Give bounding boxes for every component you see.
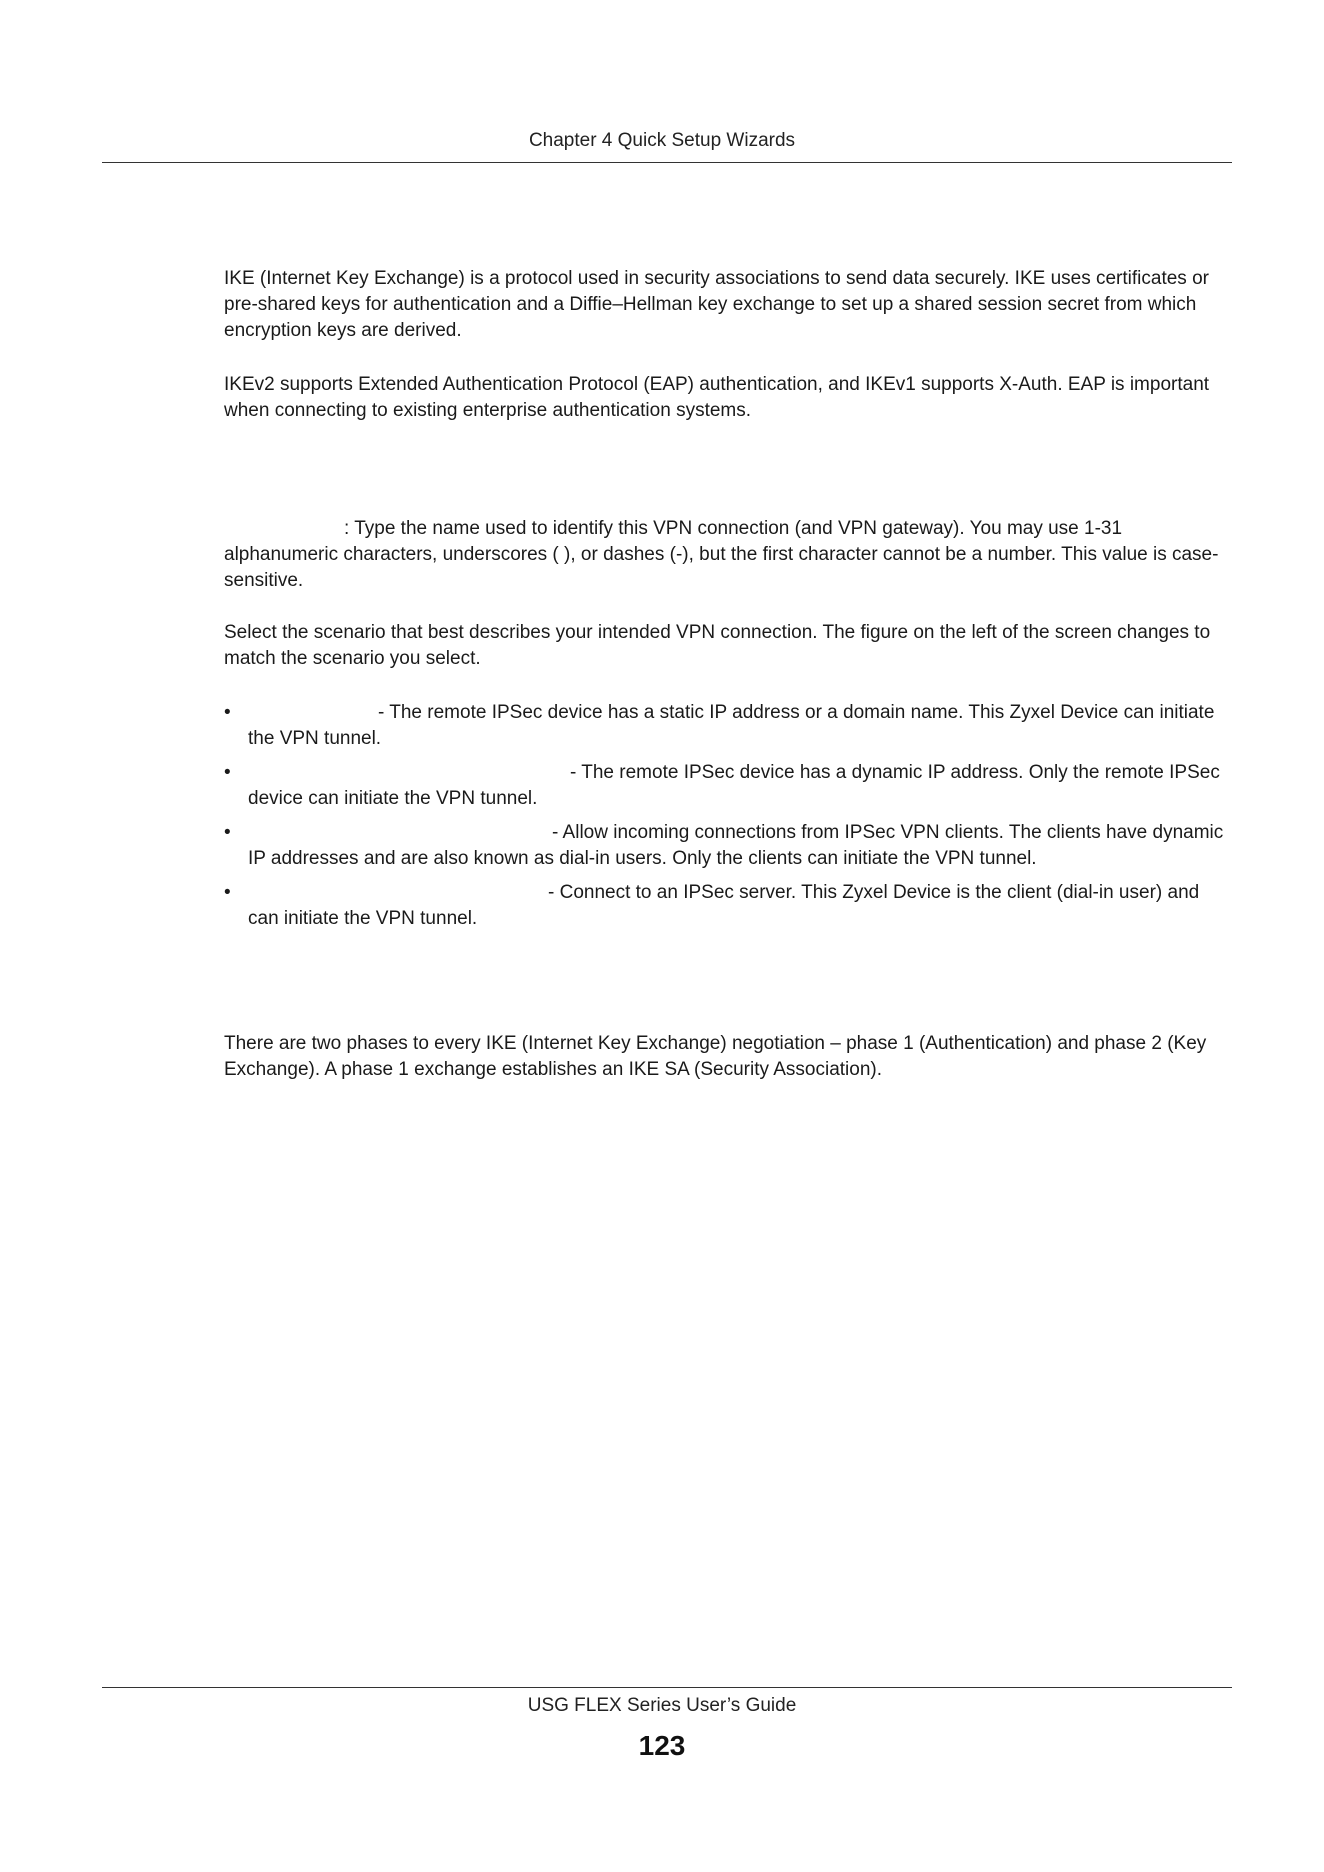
scenario-item-remote-access-client (224, 880, 1234, 932)
scenario-item-remote-access-server (224, 820, 1234, 872)
phases-intro-paragraph: There are two phases to every IKE (Internet Key Exchange) negotiation – phase 1 (Authentication) and phase 2 (Key Exchange). A phase 1 exchange establishes an IKE SA (Security Association). (224, 1033, 1207, 1080)
scenario-description: - The remote IPSec device has a static IP address or a domain name. This Zyxel Device can initiate the VPN tunnel. (248, 702, 1215, 749)
scenario-description: - Allow incoming connections from IPSec VPN clients. The clients have dynamic IP addresses and are also known as dial-in users. Only the clients can initiate the VPN tunnel. (248, 822, 1224, 869)
bullet-icon: • (224, 822, 231, 843)
page-number: 123 (638, 1730, 686, 1761)
bullet-icon: • (224, 702, 231, 723)
scenario-list (224, 700, 1234, 940)
scenario-description: - The remote IPSec device has a dynamic IP address. Only the remote IPSec device can initiate the VPN tunnel. (248, 762, 1220, 809)
scenario-description: - Connect to an IPSec server. This Zyxel Device is the client (dial-in user) and can initiate the VPN tunnel. (248, 882, 1200, 929)
bullet-icon: • (224, 882, 231, 903)
scenario-item-dynamic-peer (224, 760, 1234, 812)
rule-name-paragraph (224, 516, 1234, 594)
footer-divider (102, 1687, 1232, 1688)
bullet-icon: • (224, 762, 231, 783)
rule-name-description: : Type the name used to identify this VPN connection (and VPN gateway). You may use 1-31 alphanumeric characters, underscores ( ), or dashes (-), but the first character cannot be a number. This value is case-sensitive. (224, 518, 1219, 591)
header-divider (102, 162, 1232, 163)
scenario-intro-paragraph: Select the scenario that best describes your intended VPN connection. The figure on the left of the screen changes to match the scenario you select. (224, 622, 1211, 669)
ikev2-support-paragraph: IKEv2 supports Extended Authentication Protocol (EAP) authentication, and IKEv1 supports X-Auth. EAP is important when connecting to existing enterprise authentication systems. (224, 374, 1210, 421)
ike-intro-paragraph: IKE (Internet Key Exchange) is a protocol used in security associations to send data securely. IKE uses certificates or pre-shared keys for authentication and a Diffie–Hellman key exchange to set up a shared session secret from which encryption keys are derived. (224, 268, 1209, 341)
scenario-item-site-to-site (224, 700, 1234, 752)
footer-guide-title: USG FLEX Series User’s Guide (527, 1695, 797, 1716)
running-header: Chapter 4 Quick Setup Wizards (528, 130, 796, 151)
